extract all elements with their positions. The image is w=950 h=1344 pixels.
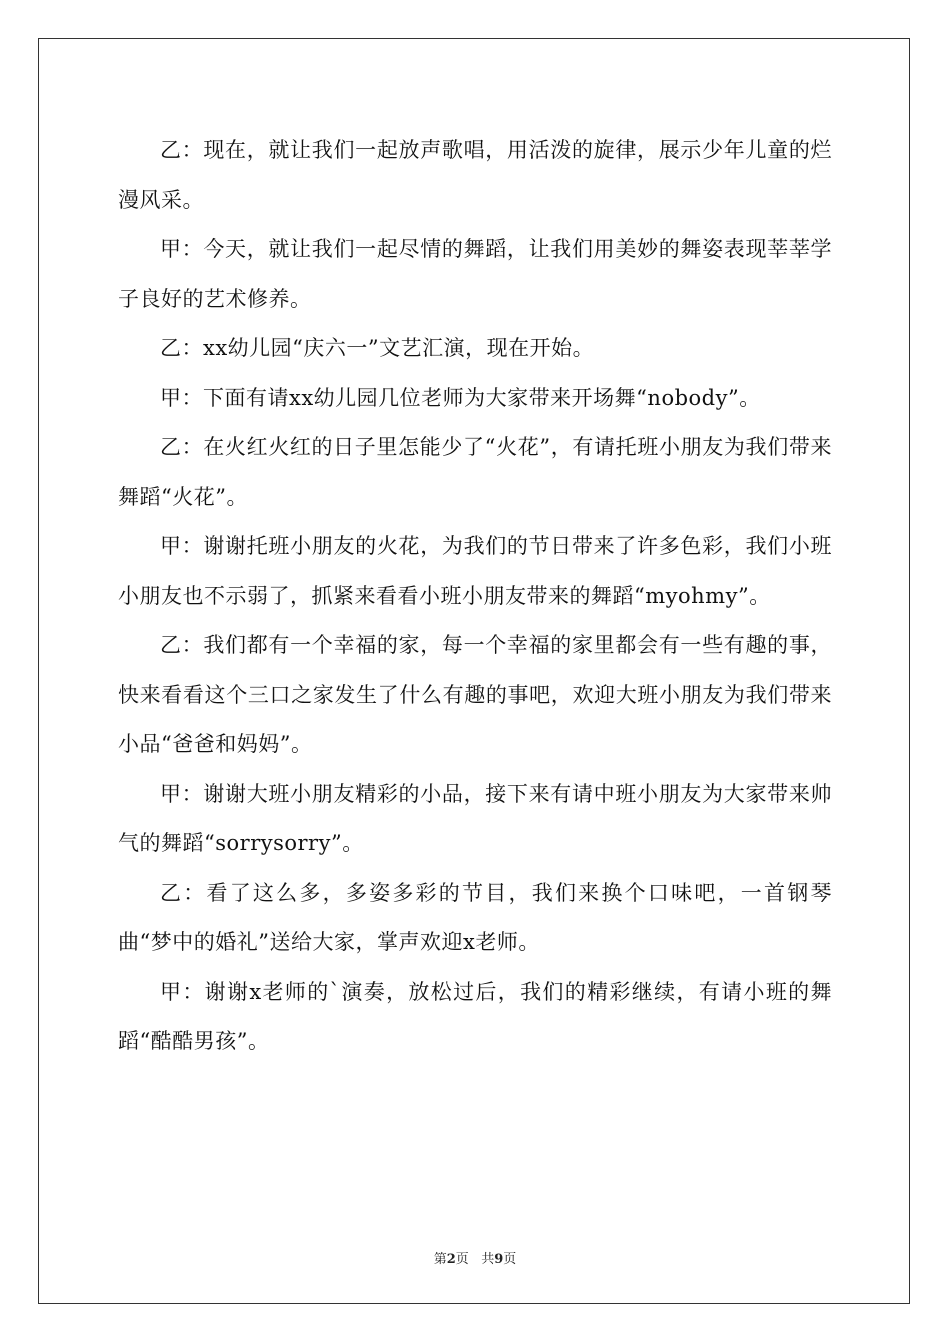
page-footer [0,1248,950,1267]
paragraph: 乙：我们都有一个幸福的家，每一个幸福的家里都会有一些有趣的事，快来看看这个三口之家发生了什么有趣的事吧，欢迎大班小朋友为我们带来小品“爸爸和妈妈”。 [118,633,832,756]
paragraph: 甲：谢谢大班小朋友精彩的小品，接下来有请中班小朋友为大家带来帅气的舞蹈“sorrysorry”。 [118,781,832,855]
page-suffix: 页 [455,1252,469,1267]
page-prefix: 第 [433,1252,447,1267]
paragraph: 乙：现在，就让我们一起放声歌唱，用活泼的旋律，展示少年儿童的烂漫风采。 [118,138,832,212]
paragraph: 乙：xx幼儿园“庆六一”文艺汇演，现在开始。 [160,336,595,360]
paragraph: 甲：谢谢x老师的`演奏，放松过后，我们的精彩继续，有请小班的舞蹈“酷酷男孩”。 [118,979,832,1053]
document-body [118,126,832,1067]
paragraph: 甲：今天，就让我们一起尽情的舞蹈，让我们用美妙的舞姿表现莘莘学子良好的艺术修养。 [118,237,832,311]
paragraph: 乙：在火红火红的日子里怎能少了“火花”，有请托班小朋友为我们带来舞蹈“火花”。 [118,435,832,509]
total-pages: 9 [494,1252,504,1267]
page-number: 2 [446,1252,456,1267]
total-prefix: 共 [481,1252,495,1267]
paragraph: 甲：下面有请xx幼儿园几位老师为大家带来开场舞“nobody”。 [160,385,761,410]
total-suffix: 页 [503,1252,517,1267]
paragraph: 乙：看了这么多，多姿多彩的节目，我们来换个口味吧，一首钢琴曲“梦中的婚礼”送给大家，掌声欢迎x老师。 [118,880,832,954]
paragraph: 甲：谢谢托班小朋友的火花，为我们的节日带来了许多色彩，我们小班小朋友也不示弱了，抓紧来看看小班小朋友带来的舞蹈“myohmy”。 [118,534,832,608]
